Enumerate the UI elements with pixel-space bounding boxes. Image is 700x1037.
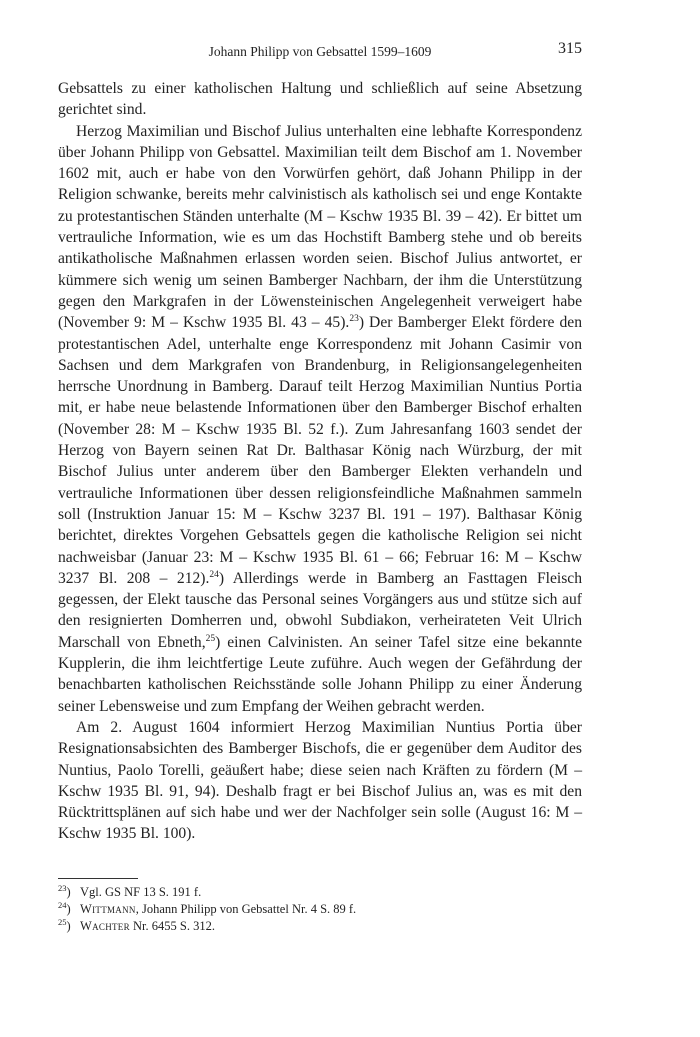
running-title: Johann Philipp von Gebsattel 1599–1609 <box>208 44 432 59</box>
footnote-divider <box>58 878 138 879</box>
footnotes <box>58 884 582 935</box>
page-number: 315 <box>558 40 582 57</box>
paragraph-2 <box>58 121 582 717</box>
footnote-text: Nr. 6455 S. 312. <box>129 919 215 933</box>
paragraph-2-part-c: ) Allerdings werde in Bamberg an Fasttagen Fleisch gegessen, der Elekt tausche das Personal seines Vorgängers aus und stütze sich auf den resignierten Domherren und, obwohl Subdiakon, verheirateten Veit Ulrich Marschall von Ebneth, <box>58 569 582 651</box>
footnote-marker: $^{24}$) <box>58 900 71 916</box>
paragraph-2-part-a: Herzog Maximilian und Bischof Julius unterhalten eine lebhafte Korrespondenz über Johann Philipp von Gebsattel. Maximilian teilt dem Bischof am 1. November 1602 mit, auch er habe von den Vorwürfen gehört, daß Johann Philipp in der Religion schwanke, bereits mehr calvinistisch als katholisch sei und enge Kontakte zu protestantischen Ständen unterhalte (M – Kschw 1935 Bl. 39 – 42). Er bittet um vertrauliche Information, wie es um das Hochstift Bamberg stehe und ob bereits antikatholische Maßnahmen erlassen worden seien. Bischof Julius antwortet, er kümmere sich wenig um seinen Bamberger Nachbarn, der ihm die Unterstützung gegen den Markgrafen in der Löwensteinischen Angelegenheit verweigert habe (November 9: M – Kschw 1935 Bl. 43 – 45). <box>58 122 582 332</box>
footnote-23 <box>58 884 582 901</box>
footnote-text: , Johann Philipp von Gebsattel Nr. 4 S. 89 f. <box>135 902 357 916</box>
footnote-marker: $^{23}$) <box>58 883 71 899</box>
footnote-marker: $^{25}$) <box>58 917 71 933</box>
paragraph-2-part-d: ) einen Calvinisten. An seiner Tafel sitze eine bekannte Kupplerin, die ihm leichtfertige Leute zuführe. Auch wegen der Gefährdung der benachbarten katholischen Reichsstände solle Johann Philipp zu einer Änderung seiner Lebensweise und zum Empfang der Weihen gebracht werden. <box>58 633 583 715</box>
footnote-ref-25: 25 <box>205 633 216 644</box>
body-text <box>58 78 582 845</box>
paragraph-2-part-b: ) Der Bamberger Elekt fördere den protestantischen Adel, unterhalte enge Korrespondenz mit Johann Casimir von Sachsen und dem Markgrafen von Brandenburg, in Religionsangelegenheiten herrsche Unordnung in Bamberg. Darauf teilt Herzog Maximilian Nuntius Portia mit, er habe neue belastende Informationen über den Bamberger Bischof erhalten (November 28: M – Kschw 1935 Bl. 52 f.). Zum Jahresanfang 1603 sendet der Herzog von Bayern seinen Rat Dr. Balthasar König nach Würzburg, der mit Bischof Julius unter anderem über den Bamberger Elekten verhandeln und vertrauliche Informationen über dessen religionsfeindliche Maßnahmen sammeln soll (Instruktion Januar 15: M – Kschw 3237 Bl. 191 – 197). Balthasar König berichtet, direktes Vorgehen Gebsattels gegen die katholische Religion sei nicht nachweisbar (Januar 23: M – Kschw 1935 Bl. 61 – 66; Februar 16: M – Kschw 3237 Bl. 208 – 212). <box>58 314 582 587</box>
footnote-24 <box>58 901 582 918</box>
footnote-25 <box>58 918 582 935</box>
footnote-text: Vgl. GS NF 13 S. 191 f. <box>80 885 202 899</box>
footnote-author: Wittmann <box>80 902 136 916</box>
running-head <box>58 40 582 64</box>
paragraph-1: Gebsattels zu einer katholischen Haltung und schließlich auf seine Absetzung gerichtet sind. <box>58 80 582 119</box>
paragraph-3: Am 2. August 1604 informiert Herzog Maximilian Nuntius Portia über Resignationsabsichten des Bamberger Bischofs, die er gegenüber dem Auditor des Nuntius, Paolo Torelli, geäußert habe; diese seien nach Kräften zu fördern (M – Kschw 1935 Bl. 91, 94). Deshalb fragt er bei Bischof Julius an, was es mit den Rücktrittsplänen auf sich habe und wer der Nachfolger sein solle (August 16: M – Kschw 1935 Bl. 100). <box>58 718 582 843</box>
footnote-author: Wachter <box>80 919 130 933</box>
footnote-ref-24: 24 <box>209 569 219 580</box>
footnote-ref-23: 23 <box>349 314 359 325</box>
